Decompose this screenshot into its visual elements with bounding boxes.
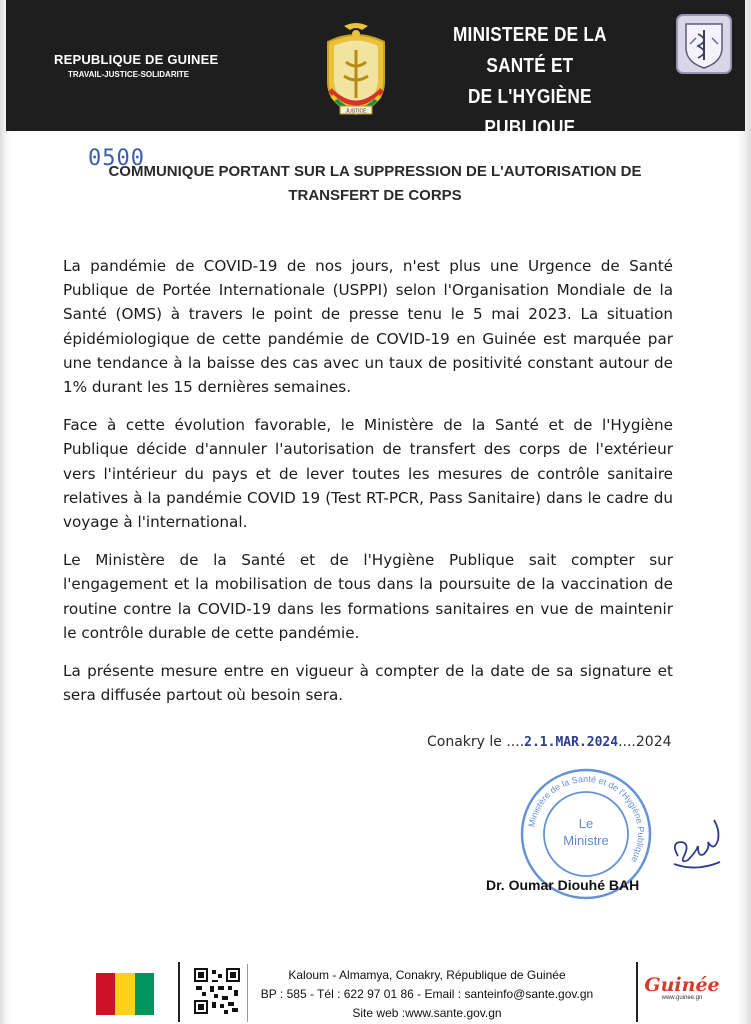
communique-body bbox=[63, 254, 673, 721]
footer-divider-left bbox=[178, 962, 180, 1022]
ministry-name bbox=[431, 20, 629, 144]
paragraph-1: La pandémie de COVID-19 de nos jours, n'est plus une Urgence de Santé Publique de Portée Internationale (USPPI) selon l'Organisation Mondiale de la Santé (OMS) à travers le point de presse tenu le 5 mai 2023. La situation épidémiologique de cette pandémie de COVID-19 en Guinée est marquée par une tendance à la baisse des cas avec un taux de positivité constant autour de 1% durant les 15 dernières semaines. bbox=[63, 257, 673, 397]
document-title-line2: TRANSFERT DE CORPS bbox=[288, 187, 462, 204]
guinea-flag-icon bbox=[96, 973, 154, 1015]
ministry-logo-icon bbox=[676, 14, 732, 74]
stamp-ring-text: Ministère de la Santé et de l'Hygiène Publique bbox=[526, 773, 647, 865]
signatory-name: Dr. Oumar Diouhé BAH bbox=[486, 877, 640, 893]
signature-icon bbox=[668, 812, 724, 874]
qr-code-icon bbox=[194, 968, 240, 1014]
website-line: Site web :www.sante.gov.gn bbox=[352, 1006, 502, 1020]
guinee-brand-word: Guinée bbox=[644, 974, 720, 996]
phone-email-line: BP : 585 - Tél : 622 97 01 86 - Email : santeinfo@sante.gov.gn bbox=[260, 987, 594, 1001]
paragraph-2: Face à cette évolution favorable, le Ministère de la Santé et de l'Hygiène Publique décide d'annuler l'autorisation de transfert des corps de l'extérieur vers l'intérieur du pays et de lever toutes les mesures de contrôle sanitaire relatives à la pandémie COVID 19 (Test RT-PCR, Pass Sanitaire) dans le cadre du voyage à l'international. bbox=[63, 416, 673, 532]
contact-info bbox=[246, 966, 608, 1023]
national-motto: TRAVAIL-JUSTICE-SOLIDARITE bbox=[68, 70, 190, 79]
date-suffix: ....2024 bbox=[618, 734, 672, 750]
date-handwritten: 2.1.MAR.2024 bbox=[524, 735, 619, 750]
stamp-title: Le bbox=[578, 816, 594, 831]
document-title-line1: COMMUNIQUE PORTANT SUR LA SUPPRESSION DE L'AUTORISATION DE bbox=[108, 163, 642, 180]
document-title bbox=[60, 160, 690, 208]
guinee-brand-url: www.guinee.gn bbox=[661, 995, 703, 1001]
reference-number: 0500 bbox=[88, 146, 145, 171]
flag-red-band bbox=[96, 973, 115, 1015]
coat-of-arms-icon bbox=[310, 20, 402, 120]
signing-date bbox=[427, 734, 672, 750]
stamp-subtitle: Ministre bbox=[563, 833, 609, 848]
paragraph-3: Le Ministère de la Santé et de l'Hygiène Publique sait compter sur l'engagement et la mobilisation de tous dans la poursuite de la vaccination de routine contre la COVID-19 dans les formations sanitaires en vue de maintenir le contrôle durable de cette pandémie. bbox=[63, 551, 673, 642]
paragraph-4: La présente mesure entre en vigueur à compter de la date de sa signature et sera diffusée partout où besoin sera. bbox=[63, 662, 673, 705]
flag-green-band bbox=[135, 973, 154, 1015]
date-prefix: Conakry le .... bbox=[427, 734, 525, 750]
guinee-brand-logo bbox=[644, 975, 720, 1001]
coat-ribbon-label: JUSTICE bbox=[345, 108, 367, 115]
republic-name: REPUBLIQUE DE GUINEE bbox=[54, 52, 219, 67]
footer-divider-right bbox=[636, 962, 638, 1022]
ministry-name-line2: DE L'HYGIÈNE PUBLIQUE bbox=[468, 86, 592, 139]
letterhead-banner bbox=[6, 0, 745, 139]
address-line: Kaloum - Almamya, Conakry, République de Guinée bbox=[288, 968, 566, 982]
ministry-name-line1: MINISTERE DE LA SANTÉ ET bbox=[452, 24, 607, 77]
flag-yellow-band bbox=[115, 973, 134, 1015]
